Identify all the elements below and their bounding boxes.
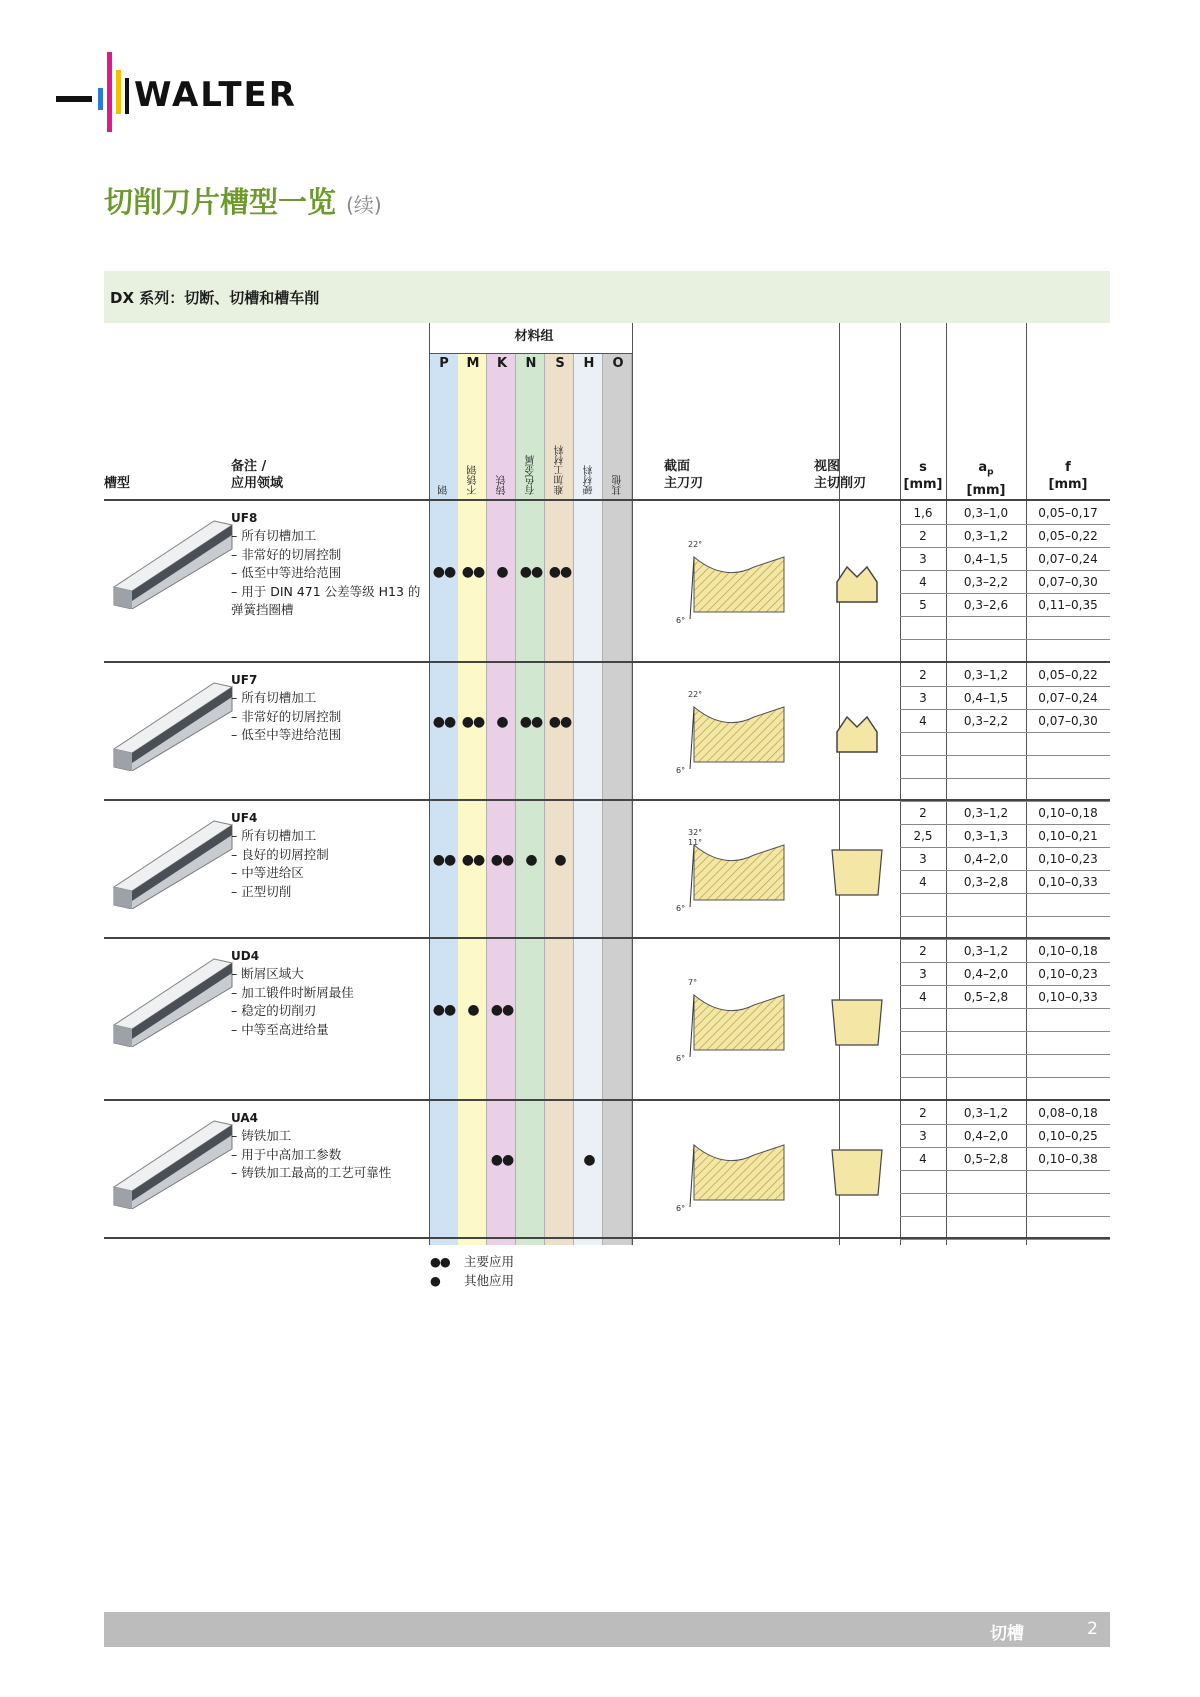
param-ap: 0,3–2,8	[963, 875, 1009, 889]
note-line: – 铸铁加工最高的工艺可靠性	[231, 1165, 392, 1180]
param-s: 2	[919, 529, 927, 543]
header-remarks-2: 应用领域	[231, 476, 284, 491]
param-grid-line	[900, 616, 1110, 617]
angle-label: 7°	[688, 978, 698, 987]
view-drawing	[822, 537, 892, 627]
param-ap: 0,3–1,2	[963, 1106, 1009, 1120]
note-line: – 中等进给区	[231, 865, 304, 880]
param-f: 0,11–0,35	[1038, 598, 1098, 612]
note-line: – 所有切槽加工	[231, 528, 317, 543]
header-groove: 槽型	[104, 476, 131, 491]
section-drawing	[664, 965, 794, 1075]
param-ap: 0,4–1,5	[963, 691, 1009, 705]
groove-name: UF4	[231, 811, 258, 825]
param-s: 3	[919, 691, 927, 705]
param-grid-line	[900, 1008, 1110, 1009]
material-letter-m: M	[466, 356, 480, 371]
param-ap: 0,4–2,0	[963, 1129, 1009, 1143]
material-letter-k: K	[496, 356, 508, 371]
param-f: 0,07–0,30	[1038, 714, 1098, 728]
application-dots-k: ●	[496, 564, 508, 580]
application-dots-p: ●●	[432, 714, 456, 730]
view-profile	[832, 1150, 882, 1195]
application-dots-p: ●●	[432, 564, 456, 580]
section-drawing	[664, 677, 794, 787]
footer-title: 切槽	[990, 1624, 1024, 1644]
view-profile	[837, 717, 877, 752]
param-grid-line	[900, 755, 1110, 756]
groove-notes	[231, 827, 426, 901]
param-s: 3	[919, 552, 927, 566]
param-ap: 0,5–2,8	[963, 990, 1009, 1004]
page-title	[104, 180, 382, 221]
header-ap-label: a	[978, 460, 988, 475]
angle-label: 6°	[676, 616, 686, 625]
material-label-wrap-m	[458, 395, 488, 495]
view-profile	[832, 850, 882, 895]
param-f: 0,05–0,22	[1038, 668, 1098, 682]
view-profile	[832, 1000, 882, 1045]
application-dots-s: ●●	[548, 564, 572, 580]
row-separator	[104, 1237, 1110, 1239]
angle-label: 6°	[676, 1204, 686, 1213]
view-drawing	[822, 687, 892, 777]
material-letter-o: O	[612, 356, 624, 371]
note-line: – 稳定的切削刃	[231, 1003, 317, 1018]
application-dots-m: ●●	[461, 852, 485, 868]
application-dots-n: ●	[525, 852, 537, 868]
note-line: – 所有切槽加工	[231, 690, 317, 705]
clearance-line	[690, 995, 694, 1057]
angle-label: 6°	[676, 766, 686, 775]
param-ap: 0,3–1,2	[963, 806, 1009, 820]
note-line: – 加工锻件时断屑最佳	[231, 984, 354, 1000]
note-line: – 低至中等进给范围	[231, 727, 342, 742]
header-view-1: 视图	[814, 459, 841, 474]
groove-name: UF8	[231, 511, 258, 525]
header-ap-sub: p	[987, 467, 994, 478]
application-dots-m: ●	[467, 1002, 479, 1018]
param-grid-line	[900, 893, 1110, 894]
legend-symbol: ●●	[430, 1254, 450, 1269]
material-label-p: 钢	[439, 485, 450, 495]
header-view-2: 主切削刃	[814, 476, 867, 491]
clearance-line	[690, 845, 694, 907]
param-ap: 0,3–2,6	[963, 598, 1009, 612]
param-s: 2	[919, 1106, 927, 1120]
section-profile	[694, 707, 784, 762]
section-profile	[694, 845, 784, 900]
note-line: – 断屑区域大	[231, 966, 304, 981]
angle-label: 32°	[688, 828, 703, 837]
application-dots-k: ●	[496, 714, 508, 730]
param-f: 0,08–0,18	[1038, 1106, 1098, 1120]
param-grid-line	[900, 916, 1110, 917]
param-grid-line	[900, 1193, 1110, 1194]
param-s: 3	[919, 852, 927, 866]
param-s: 2	[919, 944, 927, 958]
material-letter-p: P	[439, 356, 449, 371]
note-line: – 非常好的切屑控制	[231, 546, 342, 562]
note-line: – 所有切槽加工	[231, 828, 317, 843]
param-s: 4	[919, 875, 927, 889]
insert-groove	[132, 525, 232, 601]
angle-label: 22°	[688, 690, 703, 699]
groove-row-ud4	[104, 939, 1110, 1101]
section-banner	[104, 271, 1110, 323]
param-s: 4	[919, 714, 927, 728]
header-f-label: f	[1065, 460, 1071, 475]
param-ap: 0,3–1,0	[963, 506, 1009, 520]
note-line: – 低至中等进给范围	[231, 565, 342, 580]
param-s: 2	[919, 806, 927, 820]
groove-row-ua4	[104, 1101, 1110, 1239]
param-ap: 0,3–2,2	[963, 714, 1009, 728]
material-label-wrap-k	[487, 395, 517, 495]
section-profile	[694, 1145, 784, 1200]
param-f: 0,05–0,17	[1038, 506, 1098, 520]
groove-row-uf4	[104, 801, 1110, 939]
material-label-wrap-o	[603, 395, 633, 495]
insert-image	[104, 509, 234, 609]
application-dots-k: ●●	[490, 1152, 514, 1168]
param-f: 0,10–0,18	[1038, 806, 1098, 820]
material-label-o: 其他	[613, 475, 624, 495]
param-grid-line	[900, 1054, 1110, 1055]
param-s: 1,6	[913, 506, 933, 520]
param-ap: 0,4–2,0	[963, 967, 1009, 981]
clearance-line	[690, 1145, 694, 1207]
param-ap: 0,4–2,0	[963, 852, 1009, 866]
svg-text:WALTER: WALTER	[134, 75, 297, 115]
clearance-line	[690, 707, 694, 769]
groove-notes	[231, 1127, 426, 1183]
note-line: – 用于 DIN 471 公差等级 H13 的	[231, 583, 421, 599]
param-s: 4	[919, 1152, 927, 1166]
param-f: 0,07–0,24	[1038, 691, 1098, 705]
angle-label: 6°	[676, 904, 686, 913]
header-f	[1026, 459, 1110, 493]
insert-image	[104, 809, 234, 909]
param-s: 5	[919, 598, 927, 612]
header-section-1: 截面	[664, 459, 691, 474]
legend-text: 主要应用	[464, 1254, 515, 1269]
groove-row-uf8	[104, 501, 1110, 663]
header-ap-unit: [mm]	[966, 482, 1006, 498]
param-grid-line	[900, 778, 1110, 779]
param-ap: 0,5–2,8	[963, 1152, 1009, 1166]
param-f: 0,10–0,18	[1038, 944, 1098, 958]
material-letter-h: H	[583, 356, 595, 371]
legend-text: 其他应用	[464, 1273, 515, 1288]
param-grid-line	[900, 1170, 1110, 1171]
param-s: 2	[919, 668, 927, 682]
insert-groove	[132, 963, 232, 1039]
insert-groove	[132, 1125, 232, 1201]
note-line: – 正型切削	[231, 883, 292, 899]
param-grid-line	[900, 732, 1110, 733]
header-material-group: 材料组	[514, 329, 554, 344]
application-dots-s: ●	[554, 852, 566, 868]
param-grid-line	[900, 1077, 1110, 1078]
application-dots-k: ●●	[490, 852, 514, 868]
param-f: 0,10–0,38	[1038, 1152, 1098, 1166]
material-label-h: 硬材料	[584, 465, 595, 495]
material-label-wrap-s	[545, 395, 575, 495]
note-line: – 良好的切屑控制	[231, 846, 329, 862]
note-line: – 铸铁加工	[231, 1128, 292, 1143]
header-section-2: 主刀刃	[664, 476, 704, 491]
page-title-main: 切削刀片槽型一览	[104, 185, 337, 219]
clearance-line	[690, 557, 694, 619]
application-dots-p: ●●	[432, 1002, 456, 1018]
groove-overview-table	[104, 323, 1110, 1245]
material-label-m: 不锈钢	[468, 465, 479, 495]
param-f: 0,07–0,24	[1038, 552, 1098, 566]
insert-image	[104, 671, 234, 771]
groove-notes	[231, 689, 426, 745]
groove-notes	[231, 965, 426, 1039]
section-title: DX 系列：切断、切槽和槽车削	[110, 289, 320, 307]
legend-item	[430, 1271, 514, 1289]
section-profile	[694, 995, 784, 1050]
param-grid-line	[900, 1216, 1110, 1217]
legend-symbol: ●	[430, 1273, 440, 1288]
header-f-unit: [mm]	[1048, 477, 1088, 492]
legend-item	[430, 1252, 514, 1270]
param-grid-line	[900, 1031, 1110, 1032]
param-f: 0,10–0,33	[1038, 875, 1098, 889]
param-f: 0,10–0,33	[1038, 990, 1098, 1004]
page-number: 2	[1087, 1619, 1098, 1639]
insert-groove	[132, 687, 232, 763]
note-line: – 非常好的切屑控制	[231, 708, 342, 724]
insert-groove	[132, 825, 232, 901]
param-s: 4	[919, 575, 927, 589]
param-ap: 0,3–1,2	[963, 668, 1009, 682]
footer-bar	[104, 1612, 1110, 1647]
param-grid-line	[900, 1239, 1110, 1240]
application-dots-n: ●●	[519, 714, 543, 730]
application-dots-m: ●●	[461, 564, 485, 580]
insert-image	[104, 1109, 234, 1209]
note-line: – 中等至高进给量	[231, 1021, 329, 1037]
param-f: 0,10–0,21	[1038, 829, 1098, 843]
header-remarks-1: 备注 /	[231, 459, 267, 474]
param-f: 0,10–0,25	[1038, 1129, 1098, 1143]
insert-image	[104, 947, 234, 1047]
walter-logo	[56, 52, 376, 132]
groove-name: UD4	[231, 949, 260, 963]
view-drawing	[822, 825, 892, 915]
param-ap: 0,3–2,2	[963, 575, 1009, 589]
header-s-label: s	[919, 460, 927, 475]
param-ap: 0,4–1,5	[963, 552, 1009, 566]
param-ap: 0,3–1,3	[963, 829, 1009, 843]
page-title-suffix: (续)	[346, 193, 382, 217]
header-ap	[946, 459, 1026, 499]
view-profile	[837, 567, 877, 602]
param-s: 2,5	[913, 829, 933, 843]
param-ap: 0,3–1,2	[963, 944, 1009, 958]
material-letter-s: S	[555, 356, 565, 371]
angle-label: 6°	[676, 1054, 686, 1063]
material-label-n: 有色金属	[526, 455, 537, 495]
param-s: 4	[919, 990, 927, 1004]
application-dots-s: ●●	[548, 714, 572, 730]
param-f: 0,10–0,23	[1038, 852, 1098, 866]
application-dots-h: ●	[583, 1152, 595, 1168]
groove-name: UA4	[231, 1111, 259, 1125]
material-label-wrap-p	[429, 395, 459, 495]
application-dots-m: ●●	[461, 714, 485, 730]
header-s	[900, 459, 946, 493]
application-dots-k: ●●	[490, 1002, 514, 1018]
view-drawing	[822, 1125, 892, 1215]
param-s: 3	[919, 967, 927, 981]
application-dots-p: ●●	[432, 852, 456, 868]
material-group-divider	[429, 353, 632, 354]
param-f: 0,07–0,30	[1038, 575, 1098, 589]
note-line: – 用于中高加工参数	[231, 1146, 342, 1162]
param-f: 0,05–0,22	[1038, 529, 1098, 543]
param-f: 0,10–0,23	[1038, 967, 1098, 981]
groove-name: UF7	[231, 673, 258, 687]
view-drawing	[822, 975, 892, 1065]
section-profile	[694, 557, 784, 612]
angle-label: 11°	[688, 838, 703, 847]
param-grid-line	[900, 639, 1110, 640]
section-drawing	[664, 815, 794, 925]
groove-notes	[231, 527, 426, 620]
material-label-k: 铸铁	[497, 475, 508, 495]
note-line: 弹簧挡圈槽	[231, 602, 294, 617]
material-label-s: 难加工材料	[555, 445, 566, 495]
section-drawing	[664, 1115, 794, 1225]
header-s-unit: [mm]	[903, 477, 943, 492]
application-dots-n: ●●	[519, 564, 543, 580]
material-letter-n: N	[525, 356, 537, 371]
param-ap: 0,3–1,2	[963, 529, 1009, 543]
groove-row-uf7	[104, 663, 1110, 801]
section-drawing	[664, 527, 794, 637]
angle-label: 22°	[688, 540, 703, 549]
param-s: 3	[919, 1129, 927, 1143]
material-label-wrap-n	[516, 395, 546, 495]
material-label-wrap-h	[574, 395, 604, 495]
